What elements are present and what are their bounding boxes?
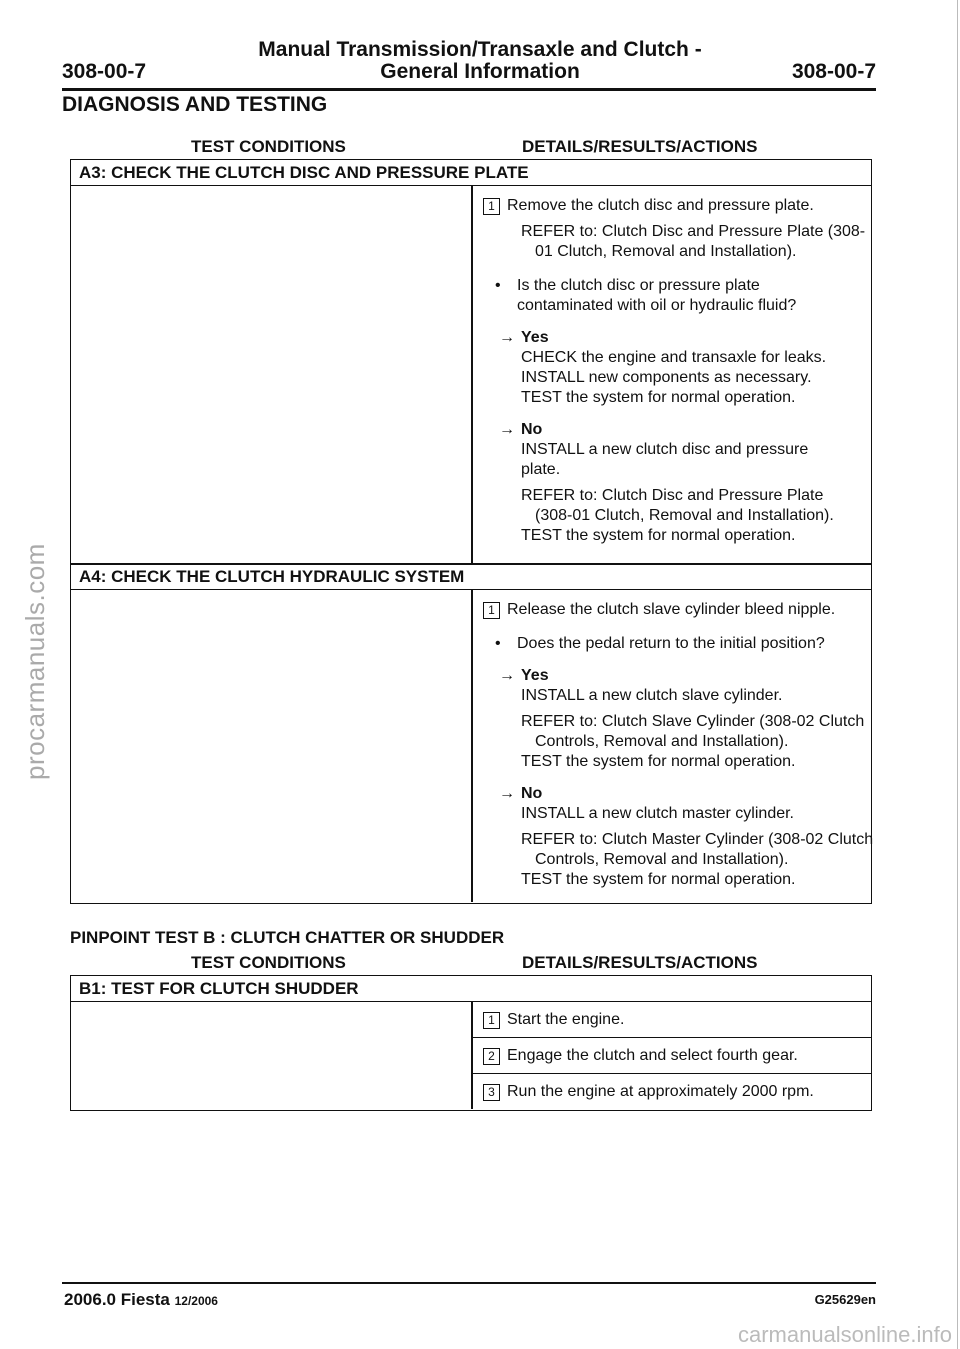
test-step-a3 (70, 159, 872, 565)
right-arrow-icon: → (499, 667, 515, 684)
step-text: Remove the clutch disc and pressure plate. (507, 197, 814, 214)
page-number-left: 308-00-7 (62, 60, 147, 83)
column-header-details: DETAILS/RESULTS/ACTIONS (522, 953, 758, 972)
step-number-box: 1 (483, 198, 500, 215)
step-row (473, 1074, 871, 1109)
right-arrow-icon: → (499, 421, 515, 438)
yes-refer-text: REFER to: Clutch Slave Cylinder (308-02 Clutch Controls, Removal and Installation). (521, 713, 865, 750)
no-test-text: TEST the system for normal operation. (521, 527, 796, 544)
no-test-text: TEST the system for normal operation. (521, 871, 796, 888)
test-step-heading: A3: CHECK THE CLUTCH DISC AND PRESSURE PLATE (71, 160, 871, 186)
question-text: Does the pedal return to the initial position? (517, 635, 825, 652)
step-text: Engage the clutch and select fourth gear. (507, 1047, 798, 1064)
yes-label: Yes (521, 329, 549, 346)
column-header-test-conditions: TEST CONDITIONS (191, 953, 346, 972)
bullet-icon: • (495, 277, 501, 294)
right-arrow-icon: → (499, 785, 515, 802)
yes-branch (473, 666, 871, 686)
step-row (473, 1038, 871, 1074)
refer-text: REFER to: Clutch Disc and Pressure Plate (308-01 Clutch, Removal and Installation). (521, 223, 866, 260)
no-label: No (521, 421, 543, 438)
yes-action: INSTALL a new clutch slave cylinder. (521, 687, 783, 704)
step-number-box: 3 (483, 1084, 500, 1101)
question-item (473, 276, 857, 316)
no-label: No (521, 785, 543, 802)
yes-action-1: CHECK the engine and transaxle for leaks. (521, 349, 827, 366)
footer-model (64, 1290, 218, 1310)
question-text: Is the clutch disc or pressure plate contaminated with oil or hydraulic fluid? (517, 277, 797, 314)
step-number-box: 2 (483, 1048, 500, 1065)
no-action: INSTALL a new clutch disc and pressure plate. (521, 441, 809, 478)
step-text: Run the engine at approximately 2000 rpm. (507, 1083, 814, 1100)
yes-test-text: TEST the system for normal operation. (521, 753, 796, 770)
yes-action-3: TEST the system for normal operation. (521, 389, 796, 406)
page-number-right: 308-00-7 (791, 60, 876, 83)
step-item (473, 600, 871, 620)
pinpoint-test-title: PINPOINT TEST B : CLUTCH CHATTER OR SHUDDER (70, 928, 505, 947)
footer-rule (62, 1282, 876, 1284)
yes-label: Yes (521, 667, 549, 684)
footer-model-name: 2006.0 Fiesta (64, 1290, 170, 1309)
no-branch (473, 784, 871, 804)
no-action: INSTALL a new clutch master cylinder. (521, 805, 794, 822)
header-title-line1: Manual Transmission/Transaxle and Clutch - (258, 38, 702, 61)
yes-branch (473, 328, 871, 348)
test-step-a4 (70, 563, 872, 904)
step-text: Release the clutch slave cylinder bleed nipple. (507, 601, 836, 618)
no-branch (473, 420, 871, 440)
side-watermark: procarmanuals.com (20, 543, 50, 780)
step-number-box: 1 (483, 1012, 500, 1029)
step-item (473, 1010, 871, 1030)
yes-action-2: INSTALL new components as necessary. (521, 369, 812, 386)
bottom-watermark: carmanualsonline.info (737, 1322, 952, 1347)
footer-code: G25629en (814, 1292, 876, 1307)
step-number-box: 1 (483, 602, 500, 619)
test-step-heading: B1: TEST FOR CLUTCH SHUDDER (71, 976, 871, 1002)
test-step-b1 (70, 975, 872, 1111)
column-header-test-conditions: TEST CONDITIONS (191, 137, 346, 156)
step-item (473, 1082, 871, 1102)
section-title: DIAGNOSIS AND TESTING (62, 93, 328, 116)
column-header-details: DETAILS/RESULTS/ACTIONS (522, 137, 758, 156)
bullet-icon: • (495, 635, 501, 652)
header-title-line2: General Information (380, 60, 580, 83)
right-arrow-icon: → (499, 329, 515, 346)
header-rule (62, 88, 876, 91)
step-item (473, 1046, 871, 1066)
step-item (473, 196, 871, 216)
scan-edge-line (957, 0, 958, 1349)
no-refer-text: REFER to: Clutch Master Cylinder (308-02 Clutch Controls, Removal and Installation). (521, 831, 874, 868)
step-text: Start the engine. (507, 1011, 625, 1028)
step-row (473, 1002, 871, 1038)
no-refer-text: REFER to: Clutch Disc and Pressure Plate (308-01 Clutch, Removal and Installation). (521, 487, 834, 524)
question-item (473, 634, 857, 654)
footer-date: 12/2006 (174, 1294, 218, 1308)
test-step-heading: A4: CHECK THE CLUTCH HYDRAULIC SYSTEM (71, 564, 871, 590)
